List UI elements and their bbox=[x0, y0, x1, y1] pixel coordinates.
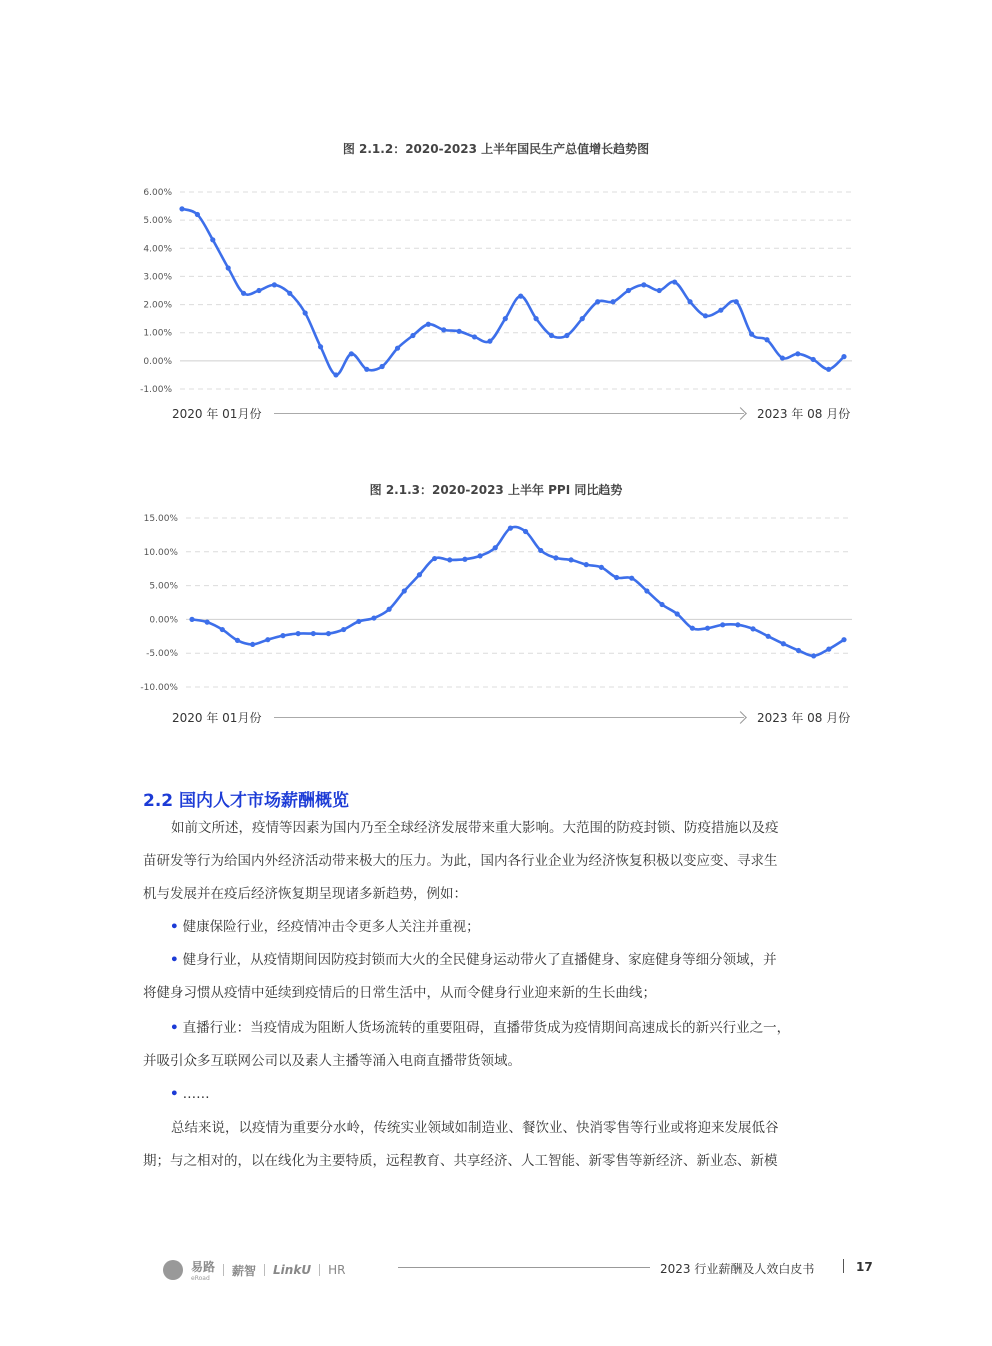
ppi-data-point bbox=[265, 637, 270, 642]
ppi-data-point bbox=[750, 626, 755, 631]
ppi-data-point bbox=[341, 627, 346, 632]
gdp-data-point bbox=[641, 282, 646, 287]
ppi-data-point bbox=[402, 588, 407, 593]
gdp-ytick-label: 0.00% bbox=[143, 356, 172, 367]
gdp-data-point bbox=[241, 291, 246, 296]
bullet-item-fitness: • 健身行业，从疫情期间因防疫封锁而大火的全民健身运动带火了直播健身、家庭健身等细分领域，并 bbox=[170, 952, 777, 968]
ppi-data-point bbox=[796, 648, 801, 653]
ppi-data-point bbox=[371, 615, 376, 620]
ppi-data-point bbox=[720, 622, 725, 627]
bullet-item-health-insurance: • 健康保险行业，经疫情冲击令更多人关注并重视； bbox=[170, 919, 480, 935]
gdp-data-point bbox=[749, 332, 754, 337]
gdp-data-point bbox=[380, 364, 385, 369]
bullet-dot-icon: • bbox=[170, 1020, 179, 1036]
ppi-data-point bbox=[690, 626, 695, 631]
ppi-data-point bbox=[781, 641, 786, 646]
gdp-data-point bbox=[610, 299, 615, 304]
gdp-ytick-label: 2.00% bbox=[143, 300, 172, 311]
bullet-item-livestream-cont: 并吸引众多互联网公司以及素人主播等涌入电商直播带货领域。 bbox=[143, 1053, 521, 1069]
gdp-data-point bbox=[210, 237, 215, 242]
eroad-logo: 易路 eRoad bbox=[191, 1260, 216, 1282]
ppi-ytick-label: -5.00% bbox=[146, 649, 178, 660]
chart1-title: 图 2.1.2：2020-2023 上半年国民生产总值增长趋势图 bbox=[342, 142, 650, 156]
ppi-data-point bbox=[356, 619, 361, 624]
gdp-data-point bbox=[318, 344, 323, 349]
gdp-data-point bbox=[780, 355, 785, 360]
bullet-dot-icon: • bbox=[170, 1086, 179, 1102]
gdp-data-point bbox=[195, 212, 200, 217]
chart2-x-end-label: 2023 年 08 月份 bbox=[757, 711, 851, 725]
ppi-data-point bbox=[735, 622, 740, 627]
bullet-item-livestream: • 直播行业：当疫情成为阻断人货场流转的重要阻碍，直播带货成为疫情期间高速成长的新兴行业之一， bbox=[170, 1020, 791, 1036]
gdp-data-point bbox=[395, 346, 400, 351]
ppi-line-chart bbox=[0, 505, 992, 705]
gdp-data-point bbox=[703, 313, 708, 318]
ppi-data-point bbox=[826, 647, 831, 652]
hr-logo: HR bbox=[328, 1263, 346, 1277]
ppi-data-point bbox=[841, 637, 846, 642]
ppi-series-line bbox=[192, 527, 844, 656]
gdp-data-point bbox=[272, 282, 277, 287]
gdp-data-point bbox=[410, 333, 415, 338]
gdp-data-point bbox=[580, 316, 585, 321]
bullet-dot-icon: • bbox=[170, 919, 179, 935]
ppi-ytick-label: 0.00% bbox=[149, 615, 178, 626]
bullet-item-ellipsis: • …… bbox=[170, 1086, 210, 1102]
ppi-data-point bbox=[220, 627, 225, 632]
gdp-data-point bbox=[564, 333, 569, 338]
section-heading: 2.2 国内人才市场薪酬概览 bbox=[143, 791, 350, 811]
gdp-ytick-label: 5.00% bbox=[143, 216, 172, 227]
ppi-data-point bbox=[523, 529, 528, 534]
ppi-data-point bbox=[538, 548, 543, 553]
gdp-data-point bbox=[226, 265, 231, 270]
ppi-data-point bbox=[599, 565, 604, 570]
gdp-data-point bbox=[426, 322, 431, 327]
gdp-data-point bbox=[333, 372, 338, 377]
chart2-arrow-head-icon bbox=[734, 711, 747, 724]
ppi-data-point bbox=[644, 588, 649, 593]
ppi-data-point bbox=[629, 576, 634, 581]
ppi-data-point bbox=[493, 545, 498, 550]
page-footer bbox=[0, 1250, 992, 1290]
page-number: 17 bbox=[856, 1260, 873, 1274]
ppi-data-point bbox=[675, 611, 680, 616]
gdp-data-point bbox=[364, 367, 369, 372]
gdp-data-point bbox=[549, 333, 554, 338]
gdp-ytick-label: 1.00% bbox=[143, 328, 172, 339]
ppi-data-point bbox=[417, 572, 422, 577]
gdp-series-line bbox=[182, 209, 844, 375]
ppi-data-point bbox=[477, 553, 482, 558]
ppi-data-point bbox=[447, 557, 452, 562]
chart2-x-arrow bbox=[274, 717, 744, 718]
chart2-title: 图 2.1.3：2020-2023 上半年 PPI 同比趋势 bbox=[369, 483, 623, 497]
gdp-data-point bbox=[441, 327, 446, 332]
gdp-data-point bbox=[349, 351, 354, 356]
ppi-data-point bbox=[387, 607, 392, 612]
summary-line-2: 期；与之相对的，以在线化为主要特质，远程教育、共享经济、人工智能、新零售等新经济、新业态、新模 bbox=[143, 1153, 778, 1169]
ppi-data-point bbox=[250, 642, 255, 647]
ppi-data-point bbox=[462, 557, 467, 562]
logo-divider bbox=[319, 1264, 320, 1276]
gdp-data-point bbox=[518, 294, 523, 299]
ppi-data-point bbox=[508, 526, 513, 531]
bullet-item-fitness-cont: 将健身习惯从疫情中延续到疫情后的日常生活中，从而令健身行业迎来新的生长曲线； bbox=[143, 985, 656, 1001]
ppi-ytick-label: -10.00% bbox=[140, 683, 178, 693]
gdp-data-point bbox=[795, 351, 800, 356]
ppi-data-point bbox=[584, 562, 589, 567]
intro-paragraph bbox=[143, 812, 853, 911]
gdp-data-point bbox=[811, 357, 816, 362]
gdp-data-point bbox=[457, 329, 462, 334]
gdp-ytick-label: 3.00% bbox=[143, 272, 172, 283]
gdp-data-point bbox=[179, 206, 184, 211]
intro-line-3: 机与发展并在疫后经济恢复期呈现诸多新趋势，例如： bbox=[143, 886, 467, 902]
chart1-x-start-label: 2020 年 01月份 bbox=[172, 407, 262, 421]
gdp-line-chart bbox=[0, 180, 992, 410]
footer-divider-line bbox=[398, 1267, 650, 1268]
ppi-data-point bbox=[205, 620, 210, 625]
ppi-data-point bbox=[614, 575, 619, 580]
ppi-data-point bbox=[568, 557, 573, 562]
ppi-data-point bbox=[311, 631, 316, 636]
gdp-data-point bbox=[503, 316, 508, 321]
chart1-x-end-label: 2023 年 08 月份 bbox=[757, 407, 851, 421]
ppi-data-point bbox=[553, 555, 558, 560]
gdp-data-point bbox=[672, 279, 677, 284]
intro-line-1: 如前文所述，疫情等因素为国内乃至全球经济发展带来重大影响。大范围的防疫封锁、防疫措施以及疫 bbox=[171, 820, 779, 836]
gdp-data-point bbox=[595, 299, 600, 304]
gdp-data-point bbox=[687, 299, 692, 304]
intro-line-2: 苗研发等行为给国内外经济活动带来极大的压力。为此，国内各行业企业为经济恢复积极以变应变、寻求生 bbox=[143, 853, 778, 869]
gdp-ytick-label: 6.00% bbox=[143, 188, 172, 198]
linku-logo: LinkU bbox=[273, 1263, 312, 1277]
gdp-data-point bbox=[256, 288, 261, 293]
ppi-data-point bbox=[766, 634, 771, 639]
gdp-data-point bbox=[657, 288, 662, 293]
bullet-dot-icon: • bbox=[170, 952, 179, 968]
gdp-data-point bbox=[718, 308, 723, 313]
logo-divider bbox=[223, 1264, 224, 1276]
eroad-logo-icon bbox=[163, 1260, 183, 1280]
gdp-data-point bbox=[826, 367, 831, 372]
partner-logos bbox=[163, 1258, 345, 1282]
ppi-ytick-label: 10.00% bbox=[143, 547, 178, 558]
gdp-data-point bbox=[626, 288, 631, 293]
gdp-data-point bbox=[734, 299, 739, 304]
ppi-data-point bbox=[235, 638, 240, 643]
logo-divider bbox=[264, 1264, 265, 1276]
summary-line-1: 总结来说，以疫情为重要分水岭，传统实业领域如制造业、餐饮业、快消零售等行业或将迎来发展低谷 bbox=[171, 1120, 779, 1136]
gdp-data-point bbox=[764, 337, 769, 342]
gdp-ytick-label: -1.00% bbox=[140, 385, 172, 395]
ppi-data-point bbox=[659, 602, 664, 607]
gdp-data-point bbox=[287, 291, 292, 296]
ppi-data-point bbox=[189, 617, 194, 622]
ppi-data-point bbox=[296, 631, 301, 636]
gdp-data-point bbox=[472, 334, 477, 339]
ppi-data-point bbox=[280, 633, 285, 638]
gdp-data-point bbox=[533, 316, 538, 321]
gdp-data-point bbox=[303, 310, 308, 315]
chart1-x-arrow bbox=[274, 413, 744, 414]
summary-paragraph bbox=[143, 1112, 853, 1178]
ppi-data-point bbox=[326, 631, 331, 636]
gdp-ytick-label: 4.00% bbox=[143, 244, 172, 255]
footer-separator bbox=[843, 1259, 844, 1273]
ppi-ytick-label: 15.00% bbox=[143, 514, 178, 524]
chart2-x-start-label: 2020 年 01月份 bbox=[172, 711, 262, 725]
gdp-data-point bbox=[841, 354, 846, 359]
xinzhi-logo: 薪智 bbox=[232, 1263, 257, 1278]
ppi-data-point bbox=[432, 556, 437, 561]
footer-doc-title: 2023 行业薪酬及人效白皮书 bbox=[660, 1262, 815, 1276]
ppi-data-point bbox=[705, 626, 710, 631]
gdp-data-point bbox=[487, 339, 492, 344]
ppi-data-point bbox=[811, 653, 816, 658]
ppi-ytick-label: 5.00% bbox=[149, 581, 178, 592]
